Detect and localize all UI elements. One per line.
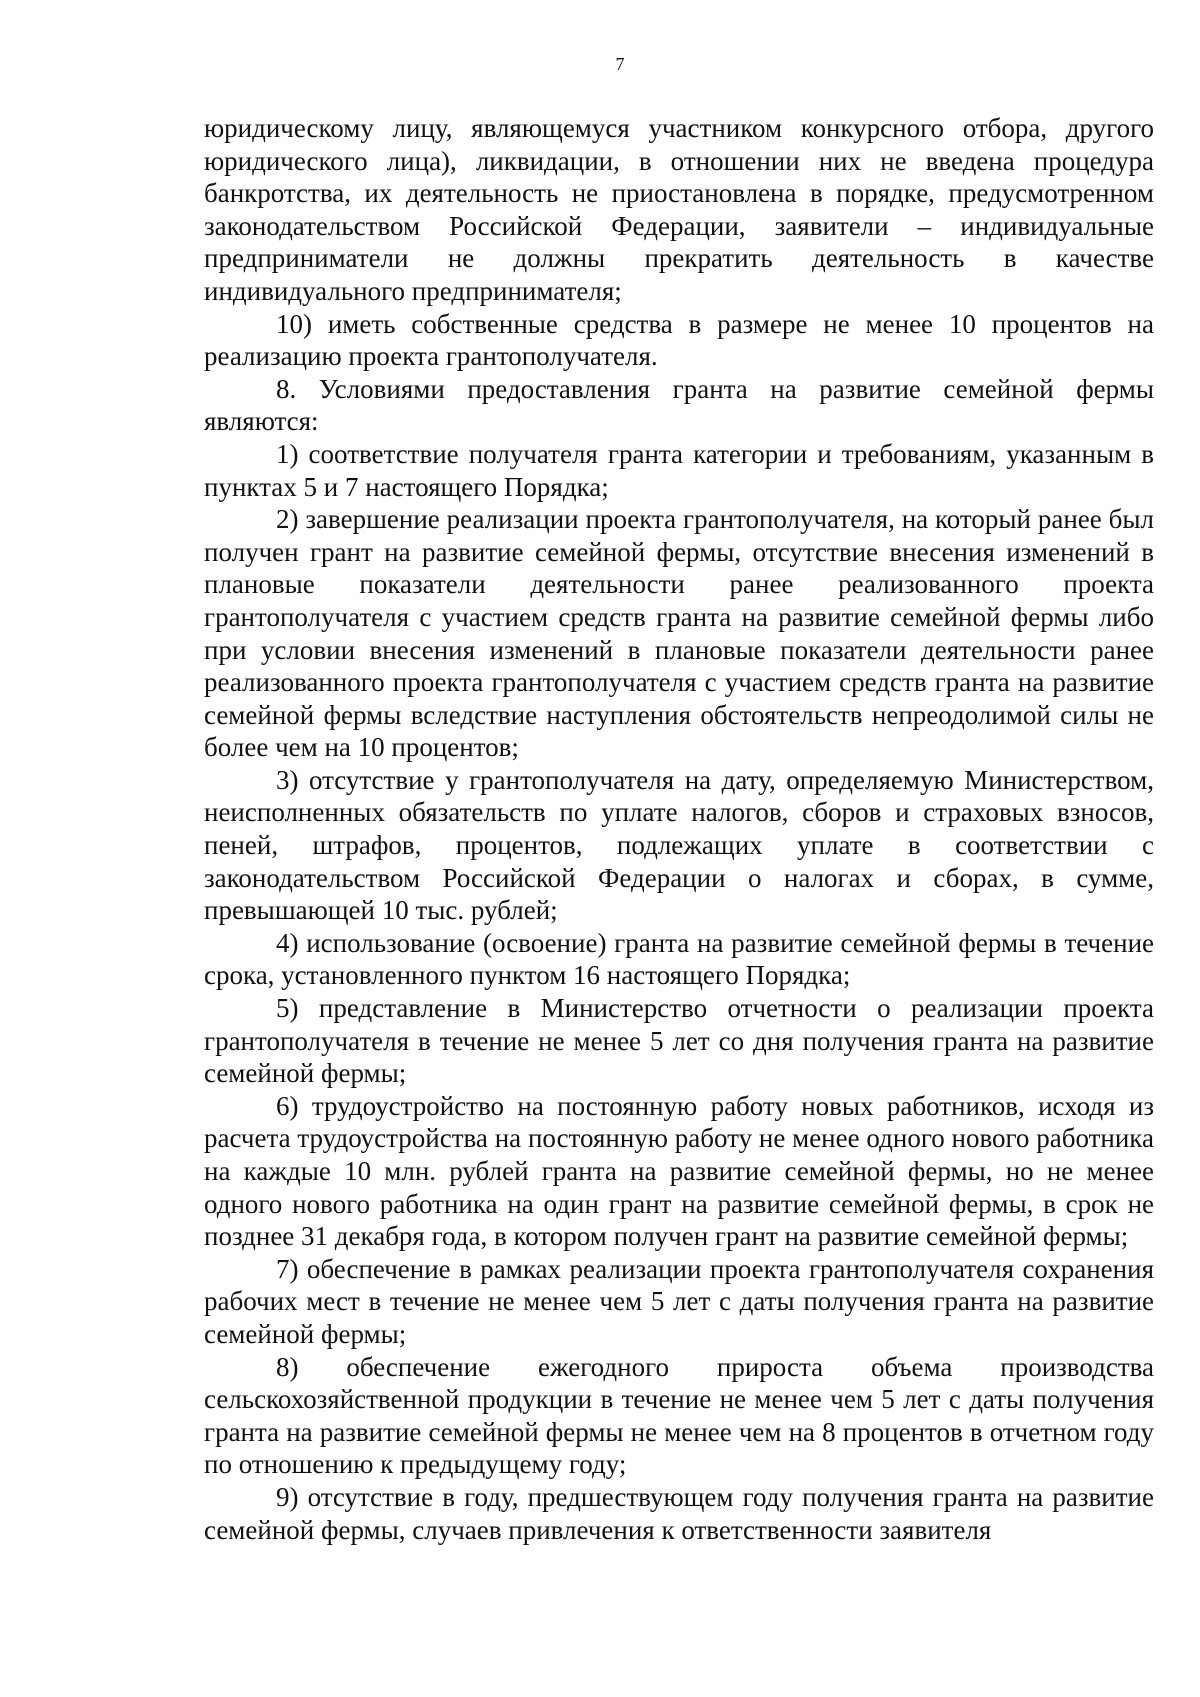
paragraph-condition-7: 7) обеспечение в рамках реализации проекта грантополучателя сохранения рабочих мест в течение не менее чем 5 лет с даты получения гранта на развитие семейной фермы; <box>204 1253 1154 1349</box>
paragraph-condition-1: 1) соответствие получателя гранта категории и требованиям, указанным в пунктах 5 и 7 настоящего Порядка; <box>204 438 1154 502</box>
paragraph-condition-2: 2) завершение реализации проекта грантополучателя, на который ранее был получен грант на развитие семейной фермы, отсутствие внесения изменений в плановые показатели деятельности ранее реализованного проекта грантополучателя с участием средств гранта на развитие семейной фермы либо при условии внесения изменений в плановые показатели деятельности ранее реализованного проекта грантополучателя с участием средств гранта на развитие семейной фермы вследствие наступления обстоятельств непреодолимой силы не более чем на 10 процентов; <box>204 504 1154 763</box>
paragraph-section-8: 8. Условиями предоставления гранта на развитие семейной фермы являются: <box>204 373 1154 437</box>
paragraph-condition-9: 9) отсутствие в году, предшествующем году получения гранта на развитие семейной фермы, случаев привлечения к ответственности заявителя <box>204 1481 1154 1545</box>
paragraph-item-10: 10) иметь собственные средства в размере не менее 10 процентов на реализацию проекта грантополучателя. <box>204 308 1154 372</box>
paragraph-condition-4: 4) использование (освоение) гранта на развитие семейной фермы в течение срока, установленного пунктом 16 настоящего Порядка; <box>204 927 1154 991</box>
document-body <box>204 112 1154 1546</box>
page-number: 7 <box>615 54 625 74</box>
paragraph-condition-3: 3) отсутствие у грантополучателя на дату, определяемую Министерством, неисполненных обязательств по уплате налогов, сборов и страховых взносов, пеней, штрафов, процентов, подлежащих уплате в соответствии с законодательством Российской Федерации о налогах и сборах, в сумме, превышающей 10 тыс. рублей; <box>204 764 1154 926</box>
paragraph-condition-5: 5) представление в Министерство отчетности о реализации проекта грантополучателя в течение не менее 5 лет со дня получения гранта на развитие семейной фермы; <box>204 993 1154 1089</box>
paragraph-condition-8: 8) обеспечение ежегодного прироста объема производства сельскохозяйственной продукции в течение не менее чем 5 лет с даты получения гранта на развитие семейной фермы не менее чем на 8 процентов в отчетном году по отношению к предыдущему году; <box>204 1351 1154 1480</box>
paragraph-continuation: юридическому лицу, являющемуся участником конкурсного отбора, другого юридического лица), ликвидации, в отношении них не введена процедура банкротства, их деятельность не приостановлена в порядке, предусмотренном законодательством Российской Федерации, заявители – индивидуальные предприниматели не должны прекратить деятельность в качестве индивидуального предпринимателя; <box>204 113 1154 306</box>
paragraph-condition-6: 6) трудоустройство на постоянную работу новых работников, исходя из расчета трудоустройства на постоянную работу не менее одного нового работника на каждые 10 млн. рублей гранта на развитие семейной фермы, но не менее одного нового работника на один грант на развитие семейной фермы, в срок не позднее 31 декабря года, в котором получен грант на развитие семейной фермы; <box>204 1090 1154 1252</box>
